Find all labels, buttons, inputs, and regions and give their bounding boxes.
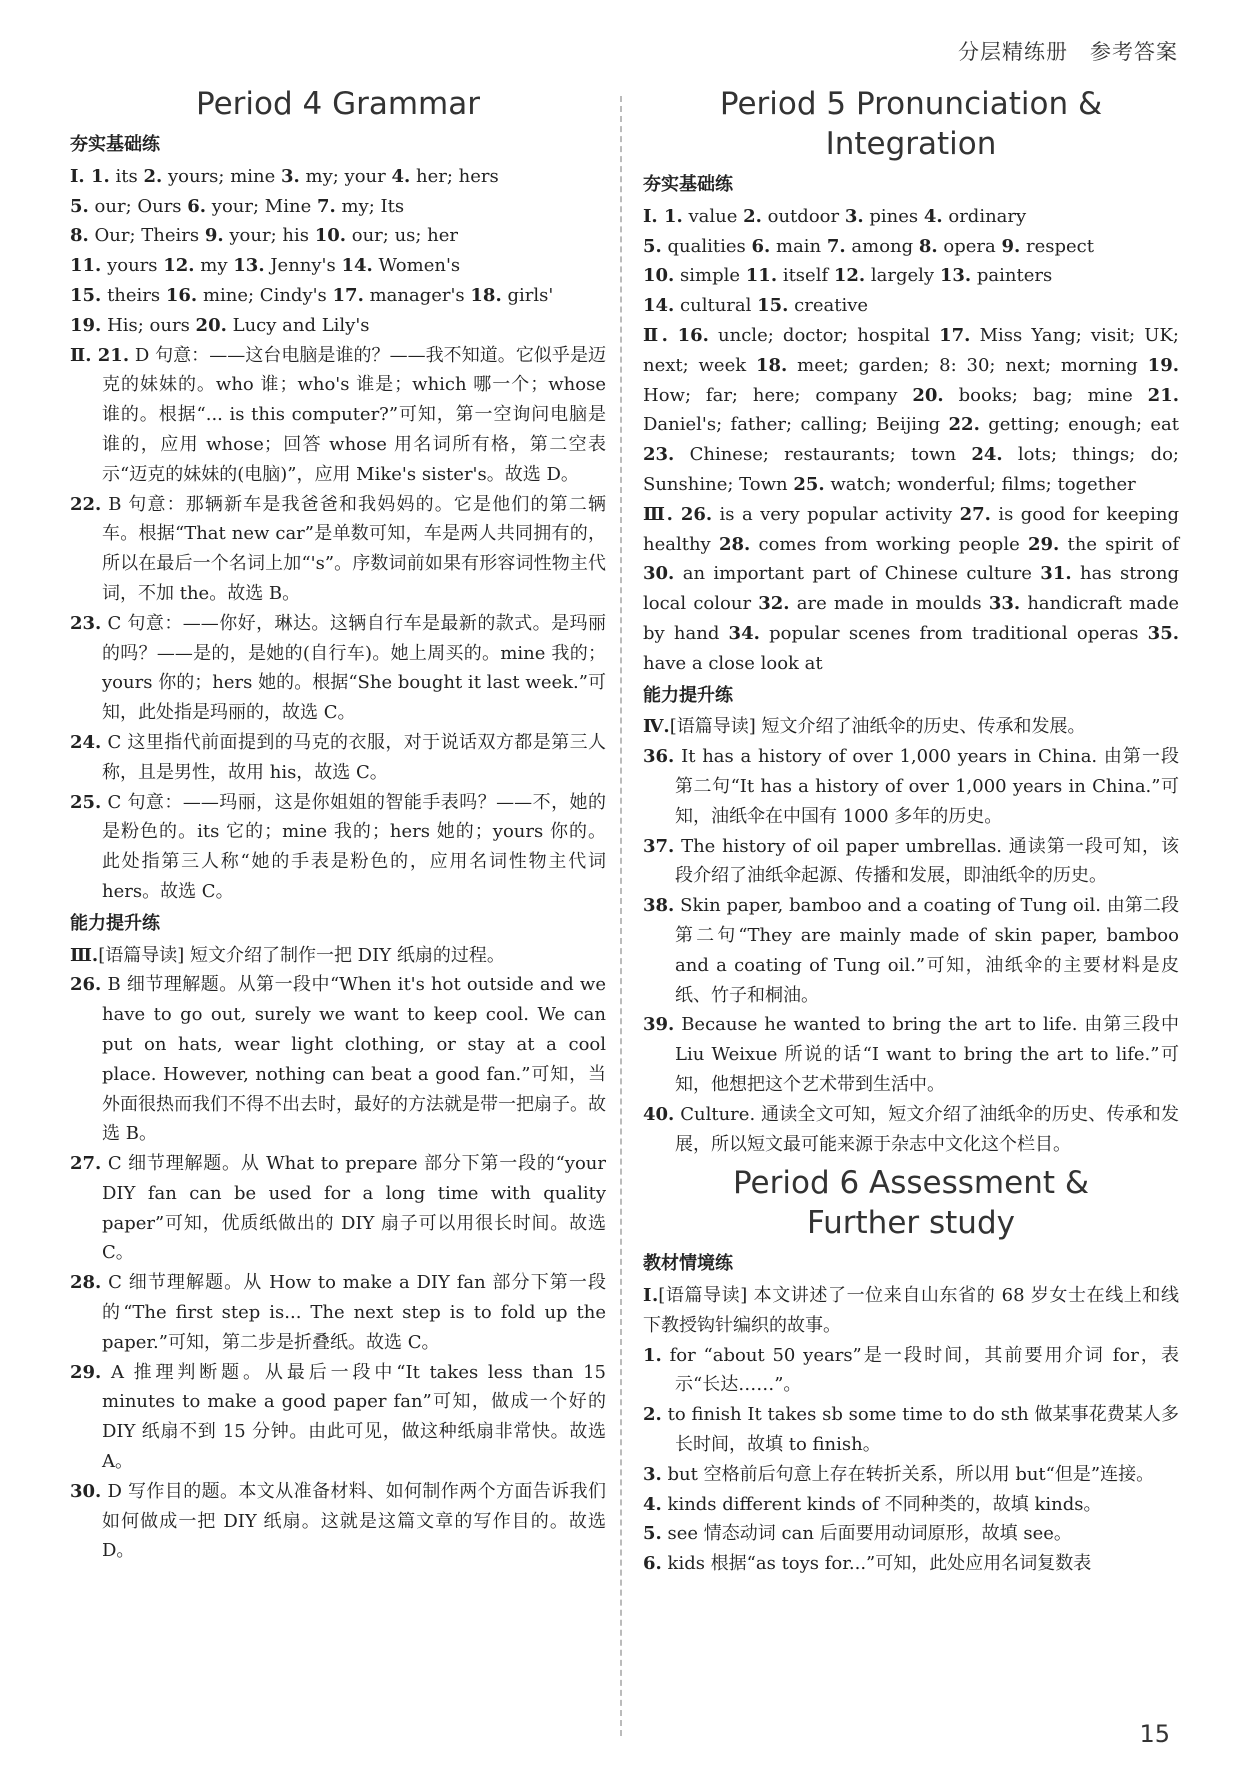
period-6-subtitle: Further study <box>807 1205 1015 1242</box>
section-heading: 能力提升练 <box>643 684 733 706</box>
answer-line: 11. yours 12. my 13. Jenny's 14. Women's <box>70 255 461 277</box>
answer-item: 6. kids 根据“as toys for...”可知，此处应用名词复数表 <box>643 1553 1092 1575</box>
answer-block: Ⅲ. 26. is a very popular activity 27. is good for keeping healthy 28. comes from working people 29. the spirit of 30. an important part of Chinese culture 31. has strong local colour 32. are made in moulds 33. handicraft made by hand 34. popular scenes from traditional operas 35. have a close look at <box>643 503 1180 674</box>
column-divider <box>620 96 622 1736</box>
answer-item: 28. C 细节理解题。从 How to make a DIY fan 部分下第一段的“The first step is... The next step is to fold up the paper.”可知，第二步是折叠纸。故选 C。 <box>70 1272 606 1353</box>
answer-item: 36. It has a history of over 1,000 years in China. 由第一段第二句“It has a history of over 1,000 years in China.”可知，油纸伞在中国有 1000 多年的历史。 <box>643 746 1179 827</box>
answer-item: 5. see 情态动词 can 后面要用动词原形，故填 see。 <box>643 1523 1072 1545</box>
section-title: 参考答案 <box>1090 40 1178 64</box>
answer-item: 26. B 细节理解题。从第一段中“When it's hot outside and we have to go out, surely we want to keep cool. We can put on hats, wear light clothing, or stay at a cool place. However, nothing can beat a good fan.”可知，当外面很热而我们不得不出去时，最好的方法就是带一把扇子。故选 B。 <box>70 974 606 1145</box>
page-number: 15 <box>1139 1720 1170 1748</box>
answer-item: 4. kinds different kinds of 不同种类的，故填 kinds。 <box>643 1493 1102 1515</box>
section-heading: 教材情境练 <box>643 1253 733 1275</box>
answer-block: Ⅱ. 16. uncle; doctor; hospital 17. Miss Yang; visit; UK; next; week 18. meet; garden; 8: 30; next; morning 19. How; far; here; company 20. books; bag; mine 21. Daniel's; father; calling; Beijing 22. getting; enough; eat 23. Chinese; restaurants; town 24. lots; things; do; Sunshine; Town 25. watch; wonderful; films; together <box>643 324 1180 495</box>
answer-item: 23. C 句意：——你好，琳达。这辆自行车是最新的款式。是玛丽的吗？——是的，是她的(自行车)。她上周买的。mine 我的；yours 你的；hers 她的。根据“She bought it last week.”可知，此处指是玛丽的，故选 C。 <box>70 612 606 724</box>
answer-line: 14. cultural 15. creative <box>643 295 869 317</box>
answer-item: 24. C 这里指代前面提到的马克的衣服，对于说话双方都是第三人称，且是男性，故用 his，故选 C。 <box>70 731 606 783</box>
period-5-subtitle: Integration <box>825 126 997 162</box>
answer-line: Ⅰ. 1. its 2. yours; mine 3. my; your 4. her; hers <box>70 165 499 187</box>
period-5-title: Period 5 Pronunciation & <box>719 86 1103 122</box>
page-header <box>958 36 1178 66</box>
answer-item: 30. D 写作目的题。本文从准备材料、如何制作两个方面告诉我们如何做成一把 DIY 纸扇。这就是这篇文章的写作目的。故选 D。 <box>70 1480 606 1562</box>
right-column <box>643 84 1179 1579</box>
answer-line: 8. Our; Theirs 9. your; his 10. our; us; her <box>70 225 459 247</box>
left-column <box>70 84 606 1566</box>
answer-item: 37. The history of oil paper umbrellas. 通读第一段可知，该段介绍了油纸伞起源、传播和发展，即油纸伞的历史。 <box>643 835 1179 887</box>
period-4-title: Period 4 Grammar <box>196 86 480 122</box>
passage-guide: Ⅲ.[语篇导读] 短文介绍了制作一把 DIY 纸扇的过程。 <box>70 944 505 966</box>
period-6-title: Period 6 Assessment & <box>732 1165 1090 1202</box>
section-heading: 夯实基础练 <box>643 174 733 195</box>
answer-line: 19. His; ours 20. Lucy and Lily's <box>70 314 370 336</box>
answer-item: 22. B 句意：那辆新车是我爸爸和我妈妈的。它是他们的第二辆车。根据“That new car”是单数可知，车是两人共同拥有的，所以在最后一个名词上加“'s”。序数词前如果有形容词性物主代词，不加 the。故选 B。 <box>70 493 606 604</box>
section-heading: 夯实基础练 <box>70 134 160 155</box>
answer-item: 39. Because he wanted to bring the art to life. 由第三段中 Liu Weixue 所说的话“I want to bring the art to life.”可知，他想把这个艺术带到生活中。 <box>643 1014 1179 1095</box>
passage-guide: Ⅰ.[语篇导读] 本文讲述了一位来自山东省的 68 岁女士在线上和线下教授钩针编织的故事。 <box>643 1285 1179 1336</box>
answer-line: 10. simple 11. itself 12. largely 13. painters <box>643 265 1053 287</box>
answer-item: 3. but 空格前后句意上存在转折关系，所以用 but“但是”连接。 <box>643 1463 1155 1485</box>
answer-item: Ⅱ. 21. D 句意：——这台电脑是谁的？——我不知道。它似乎是迈克的妹妹的。who 谁；who's 谁是；which 哪一个；whose 谁的。根据“... is this computer?”可知，第一空询问电脑是谁的，应用 whose；回答 whose 用名词所有格，第二空表示“迈克的妹妹的(电脑)”，应用 Mike's sister's。故选 D。 <box>70 344 606 485</box>
answer-item: 27. C 细节理解题。从 What to prepare 部分下第一段的“your DIY fan can be used for a long time with quality paper”可知，优质纸做出的 DIY 扇子可以用很长时间。故选 C。 <box>70 1153 606 1264</box>
section-heading: 能力提升练 <box>70 912 160 934</box>
passage-guide: Ⅳ.[语篇导读] 短文介绍了油纸伞的历史、传承和发展。 <box>643 716 1086 738</box>
answer-item: 40. Culture. 通读全文可知，短文介绍了油纸伞的历史、传承和发展，所以短文最可能来源于杂志中文化这个栏目。 <box>643 1103 1179 1155</box>
answer-line: Ⅰ. 1. value 2. outdoor 3. pines 4. ordinary <box>643 205 1027 227</box>
answer-line: 5. our; Ours 6. your; Mine 7. my; Its <box>70 195 405 217</box>
answer-line: 5. qualities 6. main 7. among 8. opera 9. respect <box>643 235 1094 257</box>
book-title: 分层精练册 <box>958 40 1068 64</box>
answer-item: 2. to finish It takes sb some time to do sth 做某事花费某人多长时间，故填 to finish。 <box>643 1404 1179 1456</box>
answer-item: 25. C 句意：——玛丽，这是你姐姐的智能手表吗？——不，她的是粉色的。its 它的；mine 我的；hers 她的；yours 你的。此处指第三人称“她的手表是粉色的，应用名词性物主代词 hers。故选 C。 <box>70 791 606 902</box>
answer-item: 38. Skin paper, bamboo and a coating of Tung oil. 由第二段第二句“They are mainly made of skin paper, bamboo and a coating of Tung oil.”可知，油纸伞的主要材料是皮纸、竹子和桐油。 <box>643 895 1179 1006</box>
answer-item: 29. A 推理判断题。从最后一段中“It takes less than 15 minutes to make a good paper fan”可知，做成一个好的 DIY 纸扇不到 15 分钟。由此可见，做这种纸扇非常快。故选 A。 <box>70 1361 606 1473</box>
answer-item: 1. for “about 50 years”是一段时间，其前要用介词 for，表示“长达……”。 <box>643 1344 1179 1396</box>
answer-line: 15. theirs 16. mine; Cindy's 17. manager's 18. girls' <box>70 284 554 306</box>
